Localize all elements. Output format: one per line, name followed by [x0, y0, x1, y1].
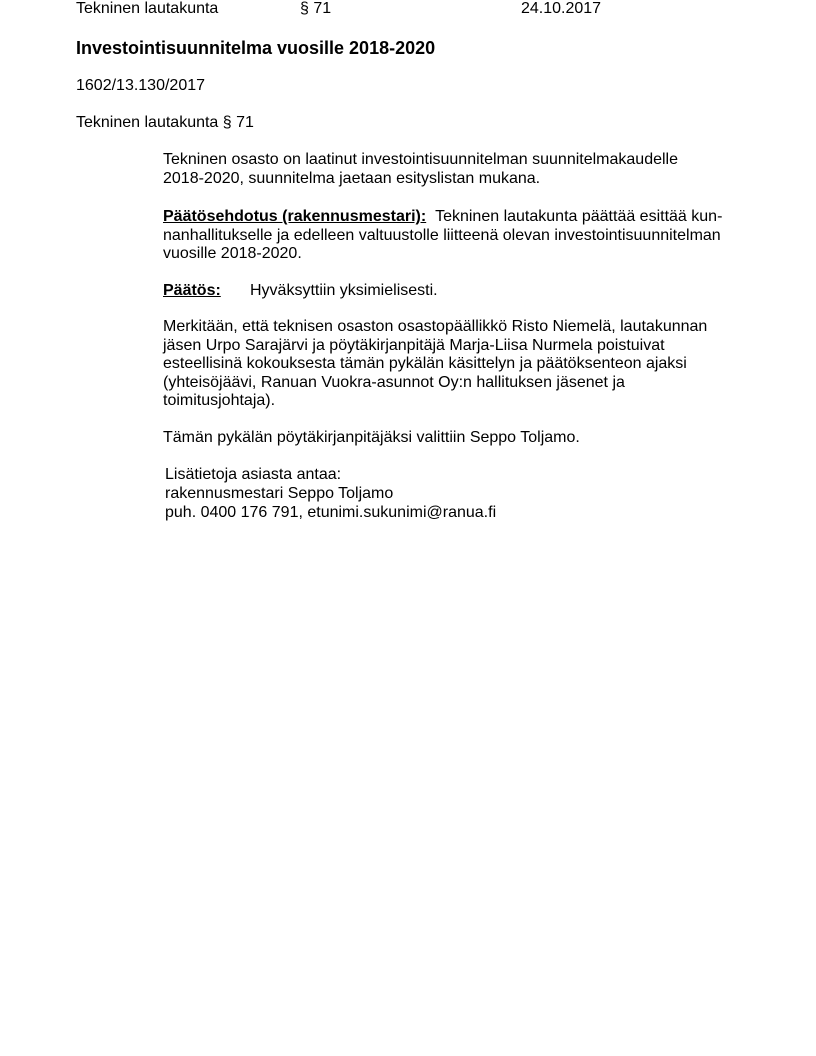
contact-heading: Lisätietoja asiasta antaa:: [165, 466, 342, 483]
header-date: 24.10.2017: [521, 0, 602, 17]
contact-person: rakennusmestari Seppo Toljamo: [165, 485, 394, 502]
header-section: § 71: [300, 0, 332, 17]
header-committee: Tekninen lautakunta: [76, 0, 219, 17]
contact-info: [165, 465, 496, 522]
intro-line: 2018-2020, suunnitelma jaetaan esityslistan mukana.: [163, 169, 541, 187]
intro-line: Tekninen osasto on laatinut investointisuunnitelman suunnitelmakaudelle: [163, 151, 678, 168]
proposal-label: Päätösehdotus (rakennusmestari):: [163, 208, 427, 225]
note-paragraph: [163, 318, 733, 411]
note-line: Merkitään, että teknisen osaston osastopäällikkö Risto Niemelä, lautakunnan: [163, 318, 708, 335]
proposal-line: vuosille 2018-2020.: [163, 245, 302, 262]
proposal-text: Tekninen lautakunta päättää esittää kun-: [435, 208, 723, 225]
committee-reference: Tekninen lautakunta § 71: [76, 114, 254, 131]
note-line: (yhteisöjäävi, Ranuan Vuokra-asunnot Oy:n hallituksen jäsenet ja: [163, 373, 625, 391]
document-title: Investointisuunnitelma vuosille 2018-2020: [76, 38, 436, 58]
secretary-paragraph: [163, 429, 733, 448]
decision-paragraph: [163, 282, 733, 301]
note-line: jäsen Urpo Sarajärvi ja pöytäkirjanpitäjä Marja-Liisa Nurmela poistuivat: [163, 336, 665, 354]
proposal-paragraph: [163, 208, 733, 264]
contact-phone-email: puh. 0400 176 791, etunimi.sukunimi@ranua.fi: [165, 504, 497, 521]
secretary-text: Tämän pykälän pöytäkirjanpitäjäksi valittiin Seppo Toljamo.: [163, 429, 580, 446]
proposal-line: nanhallitukselle ja edelleen valtuustolle liitteenä olevan investointisuunnitelman: [163, 226, 721, 244]
note-line: esteellisinä kokouksesta tämän pykälän käsittelyn ja päätöksenteon ajaksi: [163, 355, 687, 372]
record-number: 1602/13.130/2017: [76, 77, 206, 94]
intro-paragraph: [163, 151, 733, 188]
decision-text: Hyväksyttiin yksimielisesti.: [250, 282, 438, 299]
note-line: toimitusjohtaja).: [163, 392, 276, 409]
decision-label: Päätös:: [163, 282, 221, 299]
